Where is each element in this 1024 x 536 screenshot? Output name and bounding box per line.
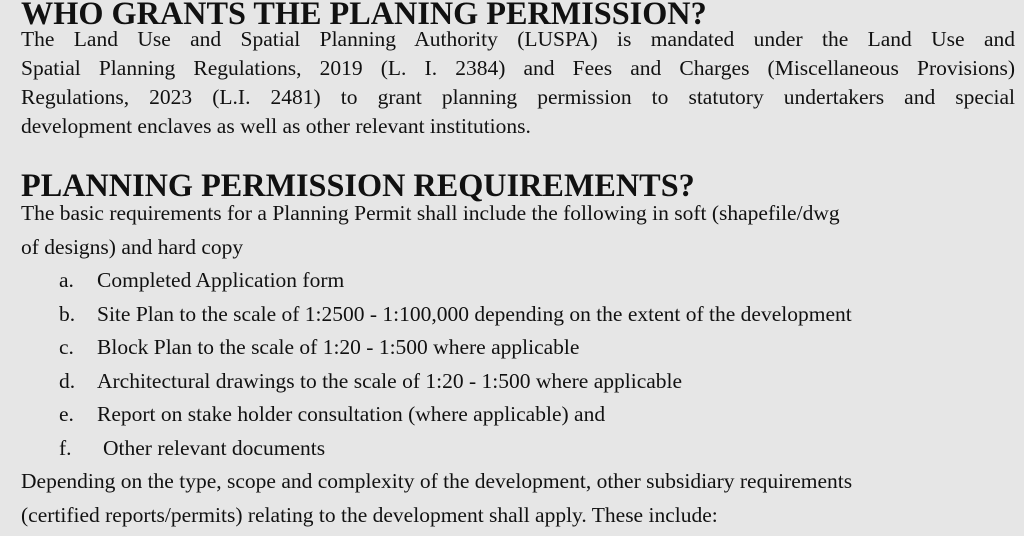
list-item-text: Report on stake holder consultation (where applicable) and bbox=[97, 402, 606, 426]
list-item-text: Block Plan to the scale of 1:20 - 1:500 where applicable bbox=[97, 335, 580, 359]
document-page bbox=[21, 0, 1015, 532]
list-marker: a. bbox=[59, 268, 74, 292]
list-item bbox=[21, 398, 1015, 432]
paragraph-line: (certified reports/permits) relating to the development shall apply. These include: bbox=[21, 502, 718, 527]
requirements-outro bbox=[21, 465, 1015, 532]
list-marker: e. bbox=[59, 402, 74, 426]
paragraph-line: The Land Use and Spatial Planning Authority (LUSPA) is mandated under the Land Use and bbox=[21, 27, 1015, 51]
paragraph-line: of designs) and hard copy bbox=[21, 234, 244, 259]
list-item bbox=[21, 264, 1015, 298]
list-item-text: Other relevant documents bbox=[103, 435, 326, 460]
list-item bbox=[21, 365, 1015, 399]
list-item-text: Completed Application form bbox=[97, 268, 345, 292]
requirements-intro bbox=[21, 197, 1015, 264]
requirements-list bbox=[21, 264, 1015, 465]
paragraph-line: The basic requirements for a Planning Permit shall include the following in soft (shapefile/dwg bbox=[21, 201, 840, 225]
paragraph-line: Depending on the type, scope and complexity of the development, other subsidiary requirements bbox=[21, 469, 853, 493]
paragraph-line: development enclaves as well as other relevant institutions. bbox=[21, 114, 531, 138]
section-heading-who-grants: WHO GRANTS THE PLANING PERMISSION? bbox=[21, 0, 707, 31]
list-item-text: Site Plan to the scale of 1:2500 - 1:100,000 depending on the extent of the development bbox=[97, 301, 852, 326]
list-marker: f. bbox=[59, 435, 72, 460]
paragraph-line: Spatial Planning Regulations, 2019 (L. I. 2384) and Fees and Charges (Miscellaneous Provisions) bbox=[21, 56, 1015, 80]
list-item bbox=[21, 298, 1015, 332]
list-marker: b. bbox=[59, 301, 76, 326]
who-grants-paragraph bbox=[21, 25, 1015, 141]
paragraph-line: Regulations, 2023 (L.I. 2481) to grant planning permission to statutory undertakers and special bbox=[21, 85, 1015, 109]
list-item-text: Architectural drawings to the scale of 1:20 - 1:500 where applicable bbox=[97, 368, 683, 393]
list-item bbox=[21, 331, 1015, 365]
list-marker: d. bbox=[59, 368, 76, 393]
list-item bbox=[21, 432, 1015, 466]
section-heading-requirements: PLANNING PERMISSION REQUIREMENTS? bbox=[21, 167, 695, 203]
list-marker: c. bbox=[59, 335, 74, 359]
